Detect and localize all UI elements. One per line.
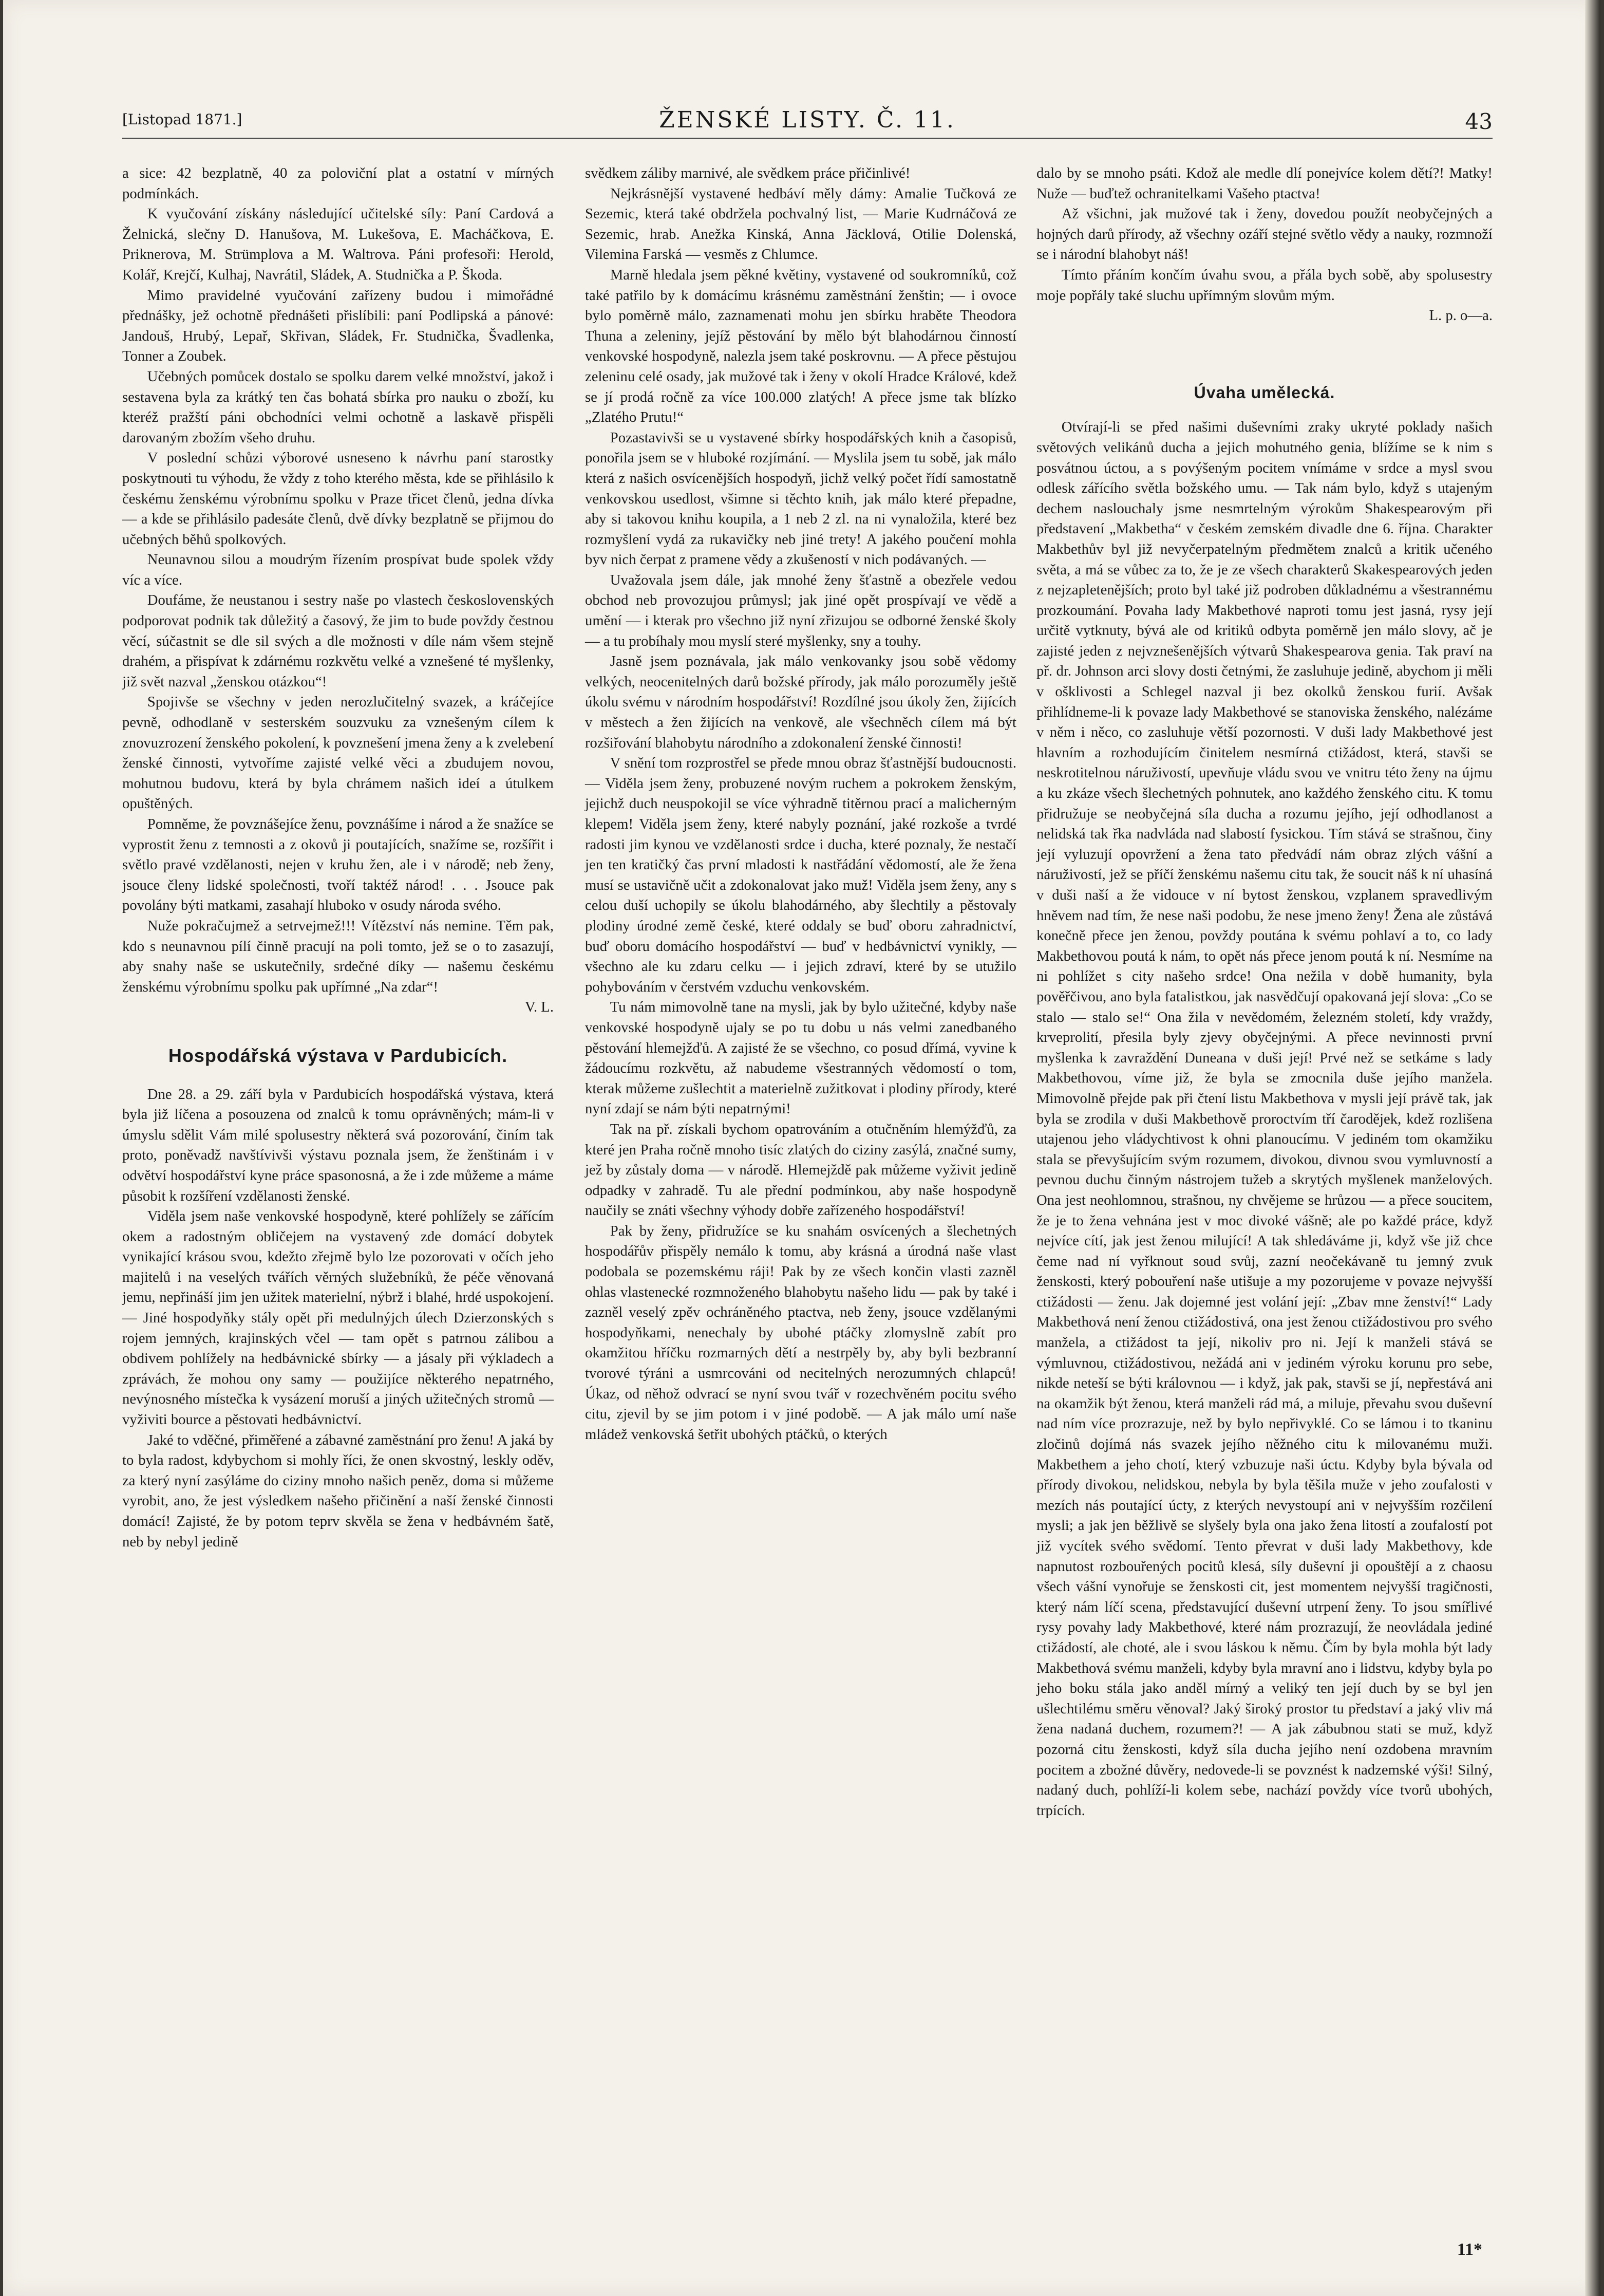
paragraph: Jasně jsem poznávala, jak málo venkovanky jsou sobě vědomy velkých, neocenitelných darů božské přírody, jak málo porozuměly ještě úkolu svému v národním hospodářství! Rozdílné jsou úkoly žen, žijících v městech a žen žijících na venkově, ale všechněch cílem má být rozšiřování blahobytu národního a zdokonalení ženské činnosti! bbox=[585, 653, 1016, 751]
paragraph: Pak by ženy, přidružíce se ku snahám osvícených a šlechetných hospodářův přispěly nemálo k tomu, aby krásná a úrodná naše vlast podobala se pozemskému ráji! Pak by ze všech končin vlasti zazněl ohlas vlastenecké rozmnoženého blahobytu našeho lidu — pak by také i zazněl veselý zpěv ochráněného ptactva, neb ženy, jsouce vzdělanými hospodyňkami, nenechaly by ubohé ptáčky zlomyslně zabít pro okamžitou hříčku rozmarných dětí a nestrpěly by, aby byli bezbranní tvorové týráni a usmrcováni od necitelných nerozumných chlapců! Úkaz, od něhož odvrací se nyní svou tvář v rozechvěném pocitu svého citu, zjevil by se jim potom i v jiné podobě. — A jak málo umí naše mládež venkovská šetřit ubohých ptáčků, o kterých bbox=[585, 1222, 1016, 1443]
paragraph: Tak na př. získali bychom opatrováním a otučněním hlemýžďů, za které jen Praha ročně mnoho tisíc zlatých do ciziny zasýlá, značné sumy, jež by zůstaly doma — v národě. Hlemejždě pak můžeme vyživit jedině odpadky v zahradě. Tu ale přední podmínkou, aby naše hospodyně naučily se znáti všechny výhody dobře zařízeného hospodářství! bbox=[585, 1121, 1016, 1219]
paragraph: Doufáme, že neustanou i sestry naše po vlastech československých podporovat podnik tak důležitý a časový, že jim to bude povždy čestnou věcí, súčastnit se dle sil svých a dle možnosti v díle nám všem stejně drahém, a přispívat k zdárnému rozkvětu velké a vznešené té myšlenky, již svět nazval „ženskou otázkou“! bbox=[122, 592, 554, 690]
paragraph: V snění tom rozprostřel se přede mnou obraz šťastnější budoucnosti. — Viděla jsem ženy, probuzené novým ruchem a pokrokem ženským, jejichž duch neuspokojil se více výhradně titěrnou prací a malicherným klepem! Viděla jsem ženy, které nabyly poznání, jaké rozkoše a tvrdé radosti jim kynou ve vzdělanosti srdce i ducha, které poznaly, že nestačí jen ten kratičký čas první mladosti k nastřádání vědomostí, ale že žena musí se ustavičně učit a zdokonalovat jako muž! Viděla jsem ženy, any s celou duší uchopily se úkolu blahodárného, aby šlechtily a pěstovaly plodiny úrodné země české, které oddaly se buď oboru zahradnictví, buď oboru domácího hospodářství — buď v hedbávnictví vynikly, — všechno ale ku zdaru celku — i jejich zdraví, které by se utužilo pohybováním v čerstvém vzduchu venkovském. bbox=[585, 755, 1016, 995]
paragraph: Až všichni, jak mužové tak i ženy, dovedou použít neobyčejných a hojných darů přírody, až všechny ozáří stejné světlo vědy a nauky, rozmnoží se i národní blahobyt náš! bbox=[1036, 206, 1493, 263]
newspaper-page bbox=[3, 0, 1600, 2296]
paragraph: dalo by se mnoho psáti. Kdož ale medle dlí ponejvíce kolem dětí?! Matky! Nuže — buďtež ochranitelkami Vašeho ptactva! bbox=[1036, 165, 1493, 202]
paragraph: svědkem záliby marnivé, ale svědkem práce přičinlivé! bbox=[585, 165, 911, 181]
column-1 bbox=[122, 163, 554, 1552]
page-binding-edge bbox=[1585, 0, 1600, 2296]
paragraph: Mimo pravidelné vyučování zařízeny budou i mimořádné přednášky, jež ochotně přednášeti přislíbili: paní Podlipská a pánové: Jandouš, Hrubý, Lepař, Skřivan, Sládek, Fr. Studnička, Švadlenka, Tonner a Zoubek. bbox=[122, 287, 554, 365]
paragraph: K vyučování získány následující učitelské síly: Paní Cardová a Želnická, slečny D. Hanušova, M. Lukešova, E. Macháčkova, E. Priknerova, M. Strümplova a M. Waltrova. Páni profesoři: Herold, Kolář, Krejčí, Kulhaj, Navrátil, Sládek, A. Studnička a P. Škoda. bbox=[122, 206, 554, 283]
page-header bbox=[122, 107, 1493, 139]
author-signature: V. L. bbox=[524, 999, 554, 1016]
paragraph: Neunavnou silou a moudrým řízením prospívat bude spolek vždy víc a více. bbox=[122, 551, 554, 588]
author-signature: L. p. o—a. bbox=[1429, 307, 1493, 324]
paragraph: Tu nám mimovolně tane na mysli, jak by bylo užitečné, kdyby naše venkovské hospodyně ujaly se po tu dobu u nás velmi zanedbaného pěstování hlemejžďů. A zajisté že se všechno, co posud dřímá, vyvine k žádoucímu rozkvětu, až nabudeme všestranných vědomostí o tom, kterak můžeme zušlechtit a materielně zužitkovat i plodiny přírody, které nyní zdají se nám býti nepatrnými! bbox=[585, 999, 1016, 1117]
signature-mark: 11* bbox=[1457, 2240, 1482, 2259]
paragraph: Nuže pokračujmež a setrvejmež!!! Vítězství nás nemine. Těm pak, kdo s neunavnou pílí činně pracují na poli tomto, jež se o to zasazují, aby snahy naše se uskutečnily, srdečné díky — našemu českému ženskému výrobnímu spolku pak upřímné „Na zdar“! bbox=[122, 917, 554, 995]
paragraph: V poslední schůzi výborové usneseno k návrhu paní starostky poskytnouti tu výhodu, že vždy z toho kterého města, kde se přihlásilo k českému ženskému výrobnímu spolku v Praze třicet členů, jedna dívka — a kde se přihlásilo padesáte členů, dvě dívky bezplatně se přijmou do učebných běhů spolkových. bbox=[122, 450, 554, 548]
paragraph: Dne 28. a 29. září byla v Pardubicích hospodářská výstava, která byla již líčena a posouzena od znalců k tomu oprávněných; mám-li v úmyslu sdělit Vám milé spolusestry některá svá pozorování, činím tak proto, poněvadž navštívivši výstavu poznala jsem, že ženštinám i v odvětví hospodářství kyne práce spasonosná, a že i zde můžeme a máme působit k rozšíření vzdělanosti ženské. bbox=[122, 1086, 554, 1204]
paragraph: Uvažovala jsem dále, jak mnohé ženy šťastně a obezřele vedou obchod neb provozujou průmysl; jak jiné opět prospívají ve vědě a umění — i kterak pro všechno již nyní zřizujou se odborné ženské školy — a tu probíhaly mou myslí steré myšlenky, sny a touhy. bbox=[585, 571, 1016, 649]
article-heading: Hospodářská výstava v Pardubicích. bbox=[168, 1044, 508, 1066]
column-2 bbox=[585, 163, 1016, 1445]
column-3 bbox=[1036, 163, 1493, 1821]
paragraph: Tímto přáním končím úvahu svou, a přála bych sobě, aby spolusestry moje popřály také sluchu upřímným slovům mým. bbox=[1036, 266, 1493, 304]
paragraph: Spojivše se všechny v jeden nerozlučitelný svazek, a kráčejíce pevně, odhodlaně v sesterském souzvuku za vznešeným cílem k znovuzrození ženského pokolení, k povznešení jmena ženy a k zvelebení ženské činnosti, vytvoříme zajisté velké věci a zbudujem novou, mohutnou budovu, která by byla chrámem našich ideí a útulkem opuštěných. bbox=[122, 694, 554, 812]
article-heading: Úvaha umělecká. bbox=[1194, 383, 1335, 402]
paragraph: Učebných pomůcek dostalo se spolku darem velké množství, jakož i sestavena byla za krátký ten čas bohatá sbírka pro nauku o zboží, ku kteréž pražští páni obchodníci velmi ochotně a laskavě přispěli darovaným zbožím všeho druhu. bbox=[122, 368, 554, 446]
masthead-title: ŽENSKÉ LISTY. Č. 11. bbox=[659, 107, 956, 133]
paragraph: Pomněme, že povznášejíce ženu, povznášíme i národ a že snažíce se vyprostit ženu z temnosti a z okovů ji poutajících, snažíme se, rozšířit i světlo pravé vzdělanosti, nejen v kruhu žen, ale i v národě; neb ženy, jsouce členy lidské společnosti, tvoří taktéž národ! . . . Jsouce pak povolány býti matkami, zasahají hluboko v osudy národa svého. bbox=[122, 816, 554, 914]
paragraph: Jaké to vděčné, přiměřené a zábavné zaměstnání pro ženu! A jaká by to byla radost, kdybychom si mohly říci, že onen skvostný, leskly oděv, za který nyní zasýláme do ciziny mnoho našich peněz, doma si můžeme vyrobit, ano, že jest výsledkem našeho přičinění a naší ženské činnosti domácí! Zajisté, že by potom teprv skvěla se žena v hedbávném šatě, neb by nebyl jedině bbox=[122, 1431, 554, 1550]
paragraph: a sice: 42 bezplatně, 40 za poloviční plat a ostatní v mírných podmínkách. bbox=[122, 165, 554, 202]
paragraph: Nejkrásnější vystavené hedbáví měly dámy: Amalie Tučková ze Sezemic, která také obdržela pochvalný list, — Marie Kudrnáčová ze Sezemic, hrab. Anežka Kinská, Anna Jäcklová, Otilie Dolenská, Vilemina Farská — vesměs z Chlumce. bbox=[585, 185, 1016, 263]
page-number: 43 bbox=[1465, 109, 1493, 134]
paragraph: Pozastavivši se u vystavené sbírky hospodářských knih a časopisů, ponořila jsem se v hluboké rozjímání. — Myslila jsem tu sobě, jak málo která z našich osvícenějších hospodyň, jichž velký počet řídí samostatně venkovskou usedlost, všimne si těchto knih, jak málo které přepadne, aby si takovou knihu koupila, a 1 neb 2 zl. na ni vynaložila, které bez rozmyšlení vydá za rukavičky neb jiné trety! A jakého poučení mohla byv nich čerpat z pramene vědy a zkušeností v nich podávaných. — bbox=[585, 429, 1016, 568]
paragraph: Viděla jsem naše venkovské hospodyně, které pohlížely se zářícím okem a radostným obličejem na vystavený zde domácí dobytek vynikající krásou svou, kdežto zřejmě bylo lze pozorovati v očích jeho majitelů i na veselých tvářích věrných služebníků, že péče věnovaná jemu, nepřináší jim jen užitek materielní, nýbrž i blahé, hrdé uspokojení. — Jiné hospodyňky stály opět při medulnýjch úlech Dzierzonských s rojem jemných, krajinských včel — tam opět s patrnou zálibou a obdivem pohlížely na hedbávnické sbírky — a jásaly při výkladech a zprávách, že mohou ony samy — použijíce některého nepatrného, nevýnosného místečka k vysázení moruší a jiných užitečných stromů — vyživiti bource a pěstovati hedbávnictví. bbox=[122, 1208, 554, 1428]
issue-date: [Listopad 1871.] bbox=[122, 111, 242, 128]
paragraph: Marně hledala jsem pěkné květiny, vystavené od soukromníků, což také patřilo by k domácímu krásnému zaměstnání ženštin; — i ovoce bylo poměrně málo, zaznamenati mohu jen sbírku hraběte Theodora Thuna a zeleniny, jejíž pěstování by mělo být blahodárnou činností venkovské hospodyně, nalezla jsem také poskrovnu. — A přece pěstujou zeleninu celé osady, jak mužové tak i ženy v okolí Hradce Králové, kdež se jí prodá ročně za více 100.000 zlatých! A přece jsme tak blízko „Zlatého Prutu!“ bbox=[585, 266, 1016, 426]
paragraph: Otvírají-li se před našimi duševními zraky ukryté poklady našich světových velikánů ducha a jejich mohutného genia, blížíme se k nim s posvátnou úctou, a s povýšeným pocitem vnímáme v srdce a mysl svou odlesk zářícího světla božského umu. — Tak nám bylo, když s utajeným dechem naslouchaly jsme nesmrtelným výrokům Shakespearovým při představení „Makbetha“ v českém zemském divadle dne 6. října. Charakter Makbethův byl již nevyčerpatelným předmětem znalců a kritik učeného světa, a má se vůbec za to, že je ze všech charakterů Skakespearových jeden z nejzapletenějších; proto byl také již podroben důkladnému a všestrannému prozkoumání. Povaha lady Makbethové naproti tomu jest jasná, rysy její určitě vytknuty, bývá ale od kritiků odbyta poměrně jen málo slovy, ač je zajisté jeden z nejvznešenějších výtvarů Shakespearova genia. Tak praví na př. dr. Johnson arci slovy dosti četnými, že zasluhuje jedině, abychom ji měli v ošklivosti a Schlegel nazval ji bez okolků ženskou furií. Avšak přihlídneme-li k povaze lady Makbethové se stanoviska ženského, nalézáme v něm i něco, co zasluhuje větší pozornosti. V duši lady Makbethové jest hlavním a rozhodujícím činitelem nesmírná ctižádost, která, stavši se neskrotitelnou náruživostí, upevňuje vládu svou ve vnitru této ženy na újmu a ku zkáze všech šlechetných pohnutek, ano každého ženského citu. K tomu přidružuje se neobyčejná síla ducha a rozumu jejího, její odhodlanost a nelidská tak řka nadvláda nad slabostí fysickou. Tím stává se strašnou, činy její vyluzují opovržení a žena tato předvádí nám obraz zlých vášní a náruživostí, jež se příčí ženskému našemu citu tak, že soucit náš k ní uhasíná v duši naší a že vidouce v ní bytost ženskou, vzplanem spravedlivým hněvem nad tím, že nese naši podobu, že nese jmeno ženy! Žena ale zůstává konečně přece jen ženou, povždy poutána k svému pohlaví a to, co lady Makbethovou poutá k nám, to opět nás přece jenom poutá k ní. Nesmíme na ni pohlížet s city našeho srdce! Ona nežila v době humanity, byla pověřčivou, ano byla fatalistkou, jak nasvědčují opakovaná její slova: „Co se stalo — stalo se!“ Ona žila v nevědomém, železném století, kdy vraždy, krveprolití, přesila byly zjevy obyčejnými. A přece nevinnosti první myšlenka k zavraždění Duneana v duši její! Prvé než se setkáme s lady Makbethovou, víme již, že byla se zmocnila duše jejího manžela. Mimovolně přejde pak při čtení listu Makbethova v mysli její právě tak, jak byla se zrodila v duši Makbethově proroctvím tří čarodějek, kdež rozlišena utajenou jeho vládychtivost k ohni planoucímu. V jediném tom okamžiku stala se převyšujícím svým rozumem, divokou, divnou svou vymluvností a pevnou duchu činným nástrojem tužeb a skrytých myšlenek manželových. Ona jest neohlomnou, strašnou, ny chvějeme se hrůzou — a přece soucitem, že je to žena vehnána jest v moc divoké vášně; ale po každé práce, když nejvíce cítí, jak jest ženou milující! A tak shledáváme ji, když vše již chce čeme nad ní vyřknout soud svůj, zazní neočekávaně tu jemný zvuk ženskosti, který pobouření naše utišuje a my pozorujeme v povaze nejvyšší ctižádosti — ženu. Jak dojemné jest volání její: „Zbav mne ženství!“ Lady Makbethová není ženou ctižádostivá, ona jest ženou ctižádostivou pro svého manžela, a ctižádost ta její, nikoliv pro ni. Její k manželi stává se výmluvnou, ctižádostivou, nežádá ani v jediném výroku korunu pro sebe, nikde neteší se býti královnou — i když, jak pak, stavši se jí, nepřestává ani na okamžik být ženou, která manželi rád má, a miluje, převahu svou duševní nad ním více prozrazuje, než by bylo nepřivyklé. Co se lámou i to tkaninu zločinů dojímá nás svazek jejího něžného citu k milovanému muži. Makbethem a jeho chotí, který vzbuzuje naši úctu. Kdyby byla bývala od přírody divokou, nelidskou, nebyla by byla těšila muže v jeho zoufalosti v mezích nás poutající úcty, z kterých nevystoupí ani v nejvyšším rozčilení mysli; a jak jen běžlivě se slyšely byla ona jako žena litostí a zoufalostí pot již vycítek svého svědomí. Tento převrat v duši lady Makbethovy, kde napnutost rozbouřených pocitů klesá, síly duševní ji opouštějí a z chaosu všech vášní vynořuje se ženskosti cit, jest momentem nejvyšší tragičnosti, který nám líčí scena, představující duševní utrpení ženy. To jsou smířlivé rysy povahy lady Makbethové, které nám prozrazují, že neovládala jediné ctižádostí, ale choté, ale i svou láskou k němu. Čím by byla mohla být lady Makbethová svému manželi, kdyby byla mravní ano i lidstvu, kdyby byla po jeho boku stála jako anděl mírný a veliký ten její duch by se byl jen ušlechtilému směru věnoval? Jaký široký prostor tu představí a jaký vliv má žena nadaná duchem, rozumem?! — A jak zábubnou stati se muž, když pozorná citu ženskosti, když síla ducha jejího není ozdobena mravním pocitem a zbožné důvěry, nedovede-li se povznést k nadzemské výši! Silný, nadaný duch, pohlíží-li kolem sebe, nachází povždy více tvorů ubohých, trpících. bbox=[1036, 419, 1493, 1819]
